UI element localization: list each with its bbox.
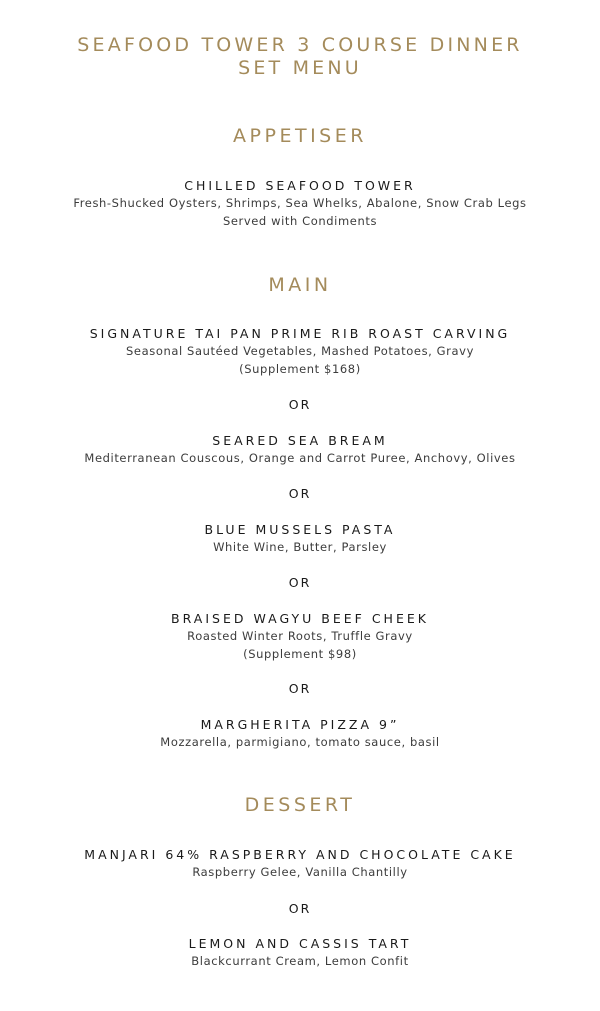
dish-name-prime-rib-roast: SIGNATURE TAI PAN PRIME RIB ROAST CARVING — [89, 326, 511, 341]
dish-supplement: (Supplement $168) — [239, 362, 361, 376]
menu-title-line-1: SEAFOOD TOWER 3 COURSE DINNER — [77, 34, 523, 56]
dish-name-wagyu-beef-cheek: BRAISED WAGYU BEEF CHEEK — [171, 611, 429, 626]
dish-description: Mozzarella, parmigiano, tomato sauce, basil — [160, 735, 440, 749]
or-separator: OR — [288, 575, 312, 590]
dish-description: Fresh-Shucked Oysters, Shrimps, Sea Whelks, Abalone, Snow Crab Legs — [73, 196, 527, 210]
or-separator: OR — [288, 397, 312, 412]
dish-description: Raspberry Gelee, Vanilla Chantilly — [192, 865, 408, 879]
dish-name-blue-mussels-pasta: BLUE MUSSELS PASTA — [204, 522, 396, 537]
dish-description: Blackcurrant Cream, Lemon Confit — [191, 954, 409, 968]
section-heading-dessert: DESSERT — [244, 794, 356, 816]
section-heading-main: MAIN — [268, 274, 332, 296]
section-heading-appetiser: APPETISER — [233, 125, 367, 147]
dish-description: White Wine, Butter, Parsley — [213, 540, 387, 554]
dish-description: Mediterranean Couscous, Orange and Carrot Puree, Anchovy, Olives — [84, 451, 516, 465]
dish-name-seared-sea-bream: SEARED SEA BREAM — [212, 433, 388, 448]
menu-title-line-2: SET MENU — [238, 57, 362, 79]
dish-description: Seasonal Sautéed Vegetables, Mashed Potatoes, Gravy — [126, 344, 474, 358]
dish-name-manjari-cake: MANJARI 64% RASPBERRY AND CHOCOLATE CAKE — [84, 847, 516, 862]
dish-name-margherita-pizza: MARGHERITA PIZZA 9” — [200, 717, 400, 732]
or-separator: OR — [288, 681, 312, 696]
dish-description: Served with Condiments — [222, 214, 378, 228]
dish-description: Roasted Winter Roots, Truffle Gravy — [187, 629, 413, 643]
or-separator: OR — [288, 901, 312, 916]
dish-name-lemon-cassis-tart: LEMON AND CASSIS TART — [188, 936, 412, 951]
dish-supplement: (Supplement $98) — [243, 647, 357, 661]
dish-name-chilled-seafood-tower: CHILLED SEAFOOD TOWER — [184, 178, 416, 193]
or-separator: OR — [288, 486, 312, 501]
